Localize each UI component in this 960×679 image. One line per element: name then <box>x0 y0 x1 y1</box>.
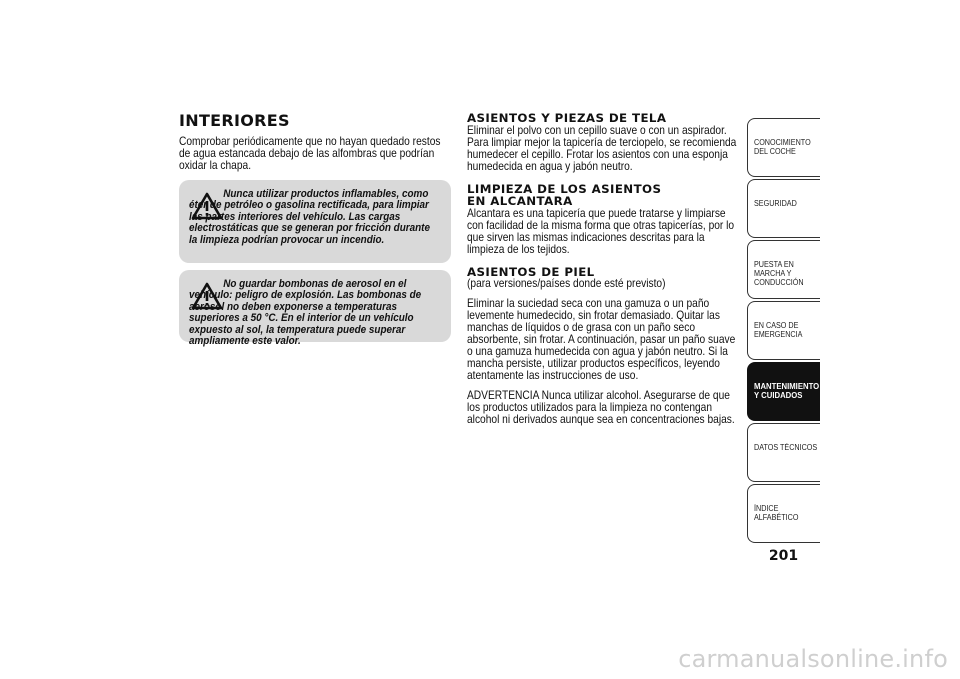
fabric-seats-text: Eliminar el polvo con un cepillo suave o con un aspirador. Para limpiar mejor la tapicería de terciopelo, se recomienda humedecer el cepillo. Frotar los asientos con una esponja humedecida en agua y jabón neutro. <box>467 124 737 173</box>
tab-label: ÍNDICE ALFABÉTICO <box>754 504 799 522</box>
tab-mantenimiento[interactable] <box>747 362 820 421</box>
tab-indice[interactable] <box>747 484 820 543</box>
fabric-seats-title: ASIENTOS Y PIEZAS DE TELA <box>467 111 667 125</box>
tab-emergencia[interactable] <box>747 301 820 360</box>
leather-seats-note: (para versiones/países donde esté previsto) <box>467 277 666 290</box>
warning-box-flammable <box>179 180 451 263</box>
tab-label: EN CASO DE EMERGENCIA <box>754 321 803 339</box>
chapter-tabs <box>747 118 820 545</box>
tab-label: DATOS TÉCNICOS <box>754 443 818 452</box>
watermark: carmanualsonline.info <box>678 645 948 673</box>
tab-conocimiento[interactable] <box>747 118 820 177</box>
tab-label: PUESTA EN MARCHA Y CONDUCCIÓN <box>754 260 804 287</box>
section-title-interiores: INTERIORES <box>179 111 290 130</box>
section-fabric-seats <box>467 112 742 173</box>
tab-label: SEGURIDAD <box>754 199 797 208</box>
tab-puesta-en-marcha[interactable] <box>747 240 820 299</box>
tab-label: MANTENIMIENTO Y CUIDADOS <box>754 381 820 400</box>
section-leather-seats <box>467 266 742 426</box>
warning-text-aerosol: No guardar bombonas de aerosol en el vehículo: peligro de explosión. Las bombonas de aerosol no deben exponerse a temperaturas superiores a 50 °C. En el interior de un vehículo expuesto al sol, la temperatura puede superar ampliamente este valor. <box>189 278 422 348</box>
alcantara-title-line1: LIMPIEZA DE LOS ASIENTOS <box>467 182 662 196</box>
right-column <box>467 112 742 436</box>
leather-seats-text: Eliminar la suciedad seca con una gamuza o un paño levemente humedecido, sin frotar demasiado. Quitar las manchas de líquidos o de grasa con un paño seco absorbente, sin frotar. A continuación, pasar un paño suave o una gamuza humedecida con agua y jabón neutro. Si la mancha persiste, utilizar productos específicos, leyendo atentamente las instrucciones de uso. <box>467 297 736 382</box>
section-alcantara <box>467 183 742 256</box>
warning-text-flammable: Nunca utilizar productos inflamables, como éter de petróleo o gasolina rectificada, para limpiar las partes interiores del vehículo. Las cargas electrostáticas que se generan por fricción durante la limpieza podrían provocar un incendio. <box>189 188 430 246</box>
alcantara-title-line2: EN ALCANTARA <box>467 194 573 208</box>
leather-seats-warning: ADVERTENCIA Nunca utilizar alcohol. Asegurarse de que los productos utilizados para la limpieza no contengan alcohol ni derivados aunque sea en concentraciones bajas. <box>467 389 735 426</box>
interiores-intro: Comprobar periódicamente que no hayan quedado restos de agua estancada debajo de las alfombras que podrían oxidar la chapa. <box>179 135 441 172</box>
leather-seats-title: ASIENTOS DE PIEL <box>467 265 595 279</box>
tab-seguridad[interactable] <box>747 179 820 238</box>
alcantara-text: Alcantara es una tapicería que puede tratarse y limpiarse con facilidad de la misma forma que otras tapicerías, por lo que sirven las mismas indicaciones descritas para la limpieza de los tejidos. <box>467 207 735 256</box>
warning-box-aerosol <box>179 270 451 348</box>
tab-label: CONOCIMIENTO DEL COCHE <box>754 138 811 156</box>
left-column <box>179 111 454 348</box>
page-number: 201 <box>768 548 799 564</box>
tab-datos-tecnicos[interactable] <box>747 423 820 482</box>
